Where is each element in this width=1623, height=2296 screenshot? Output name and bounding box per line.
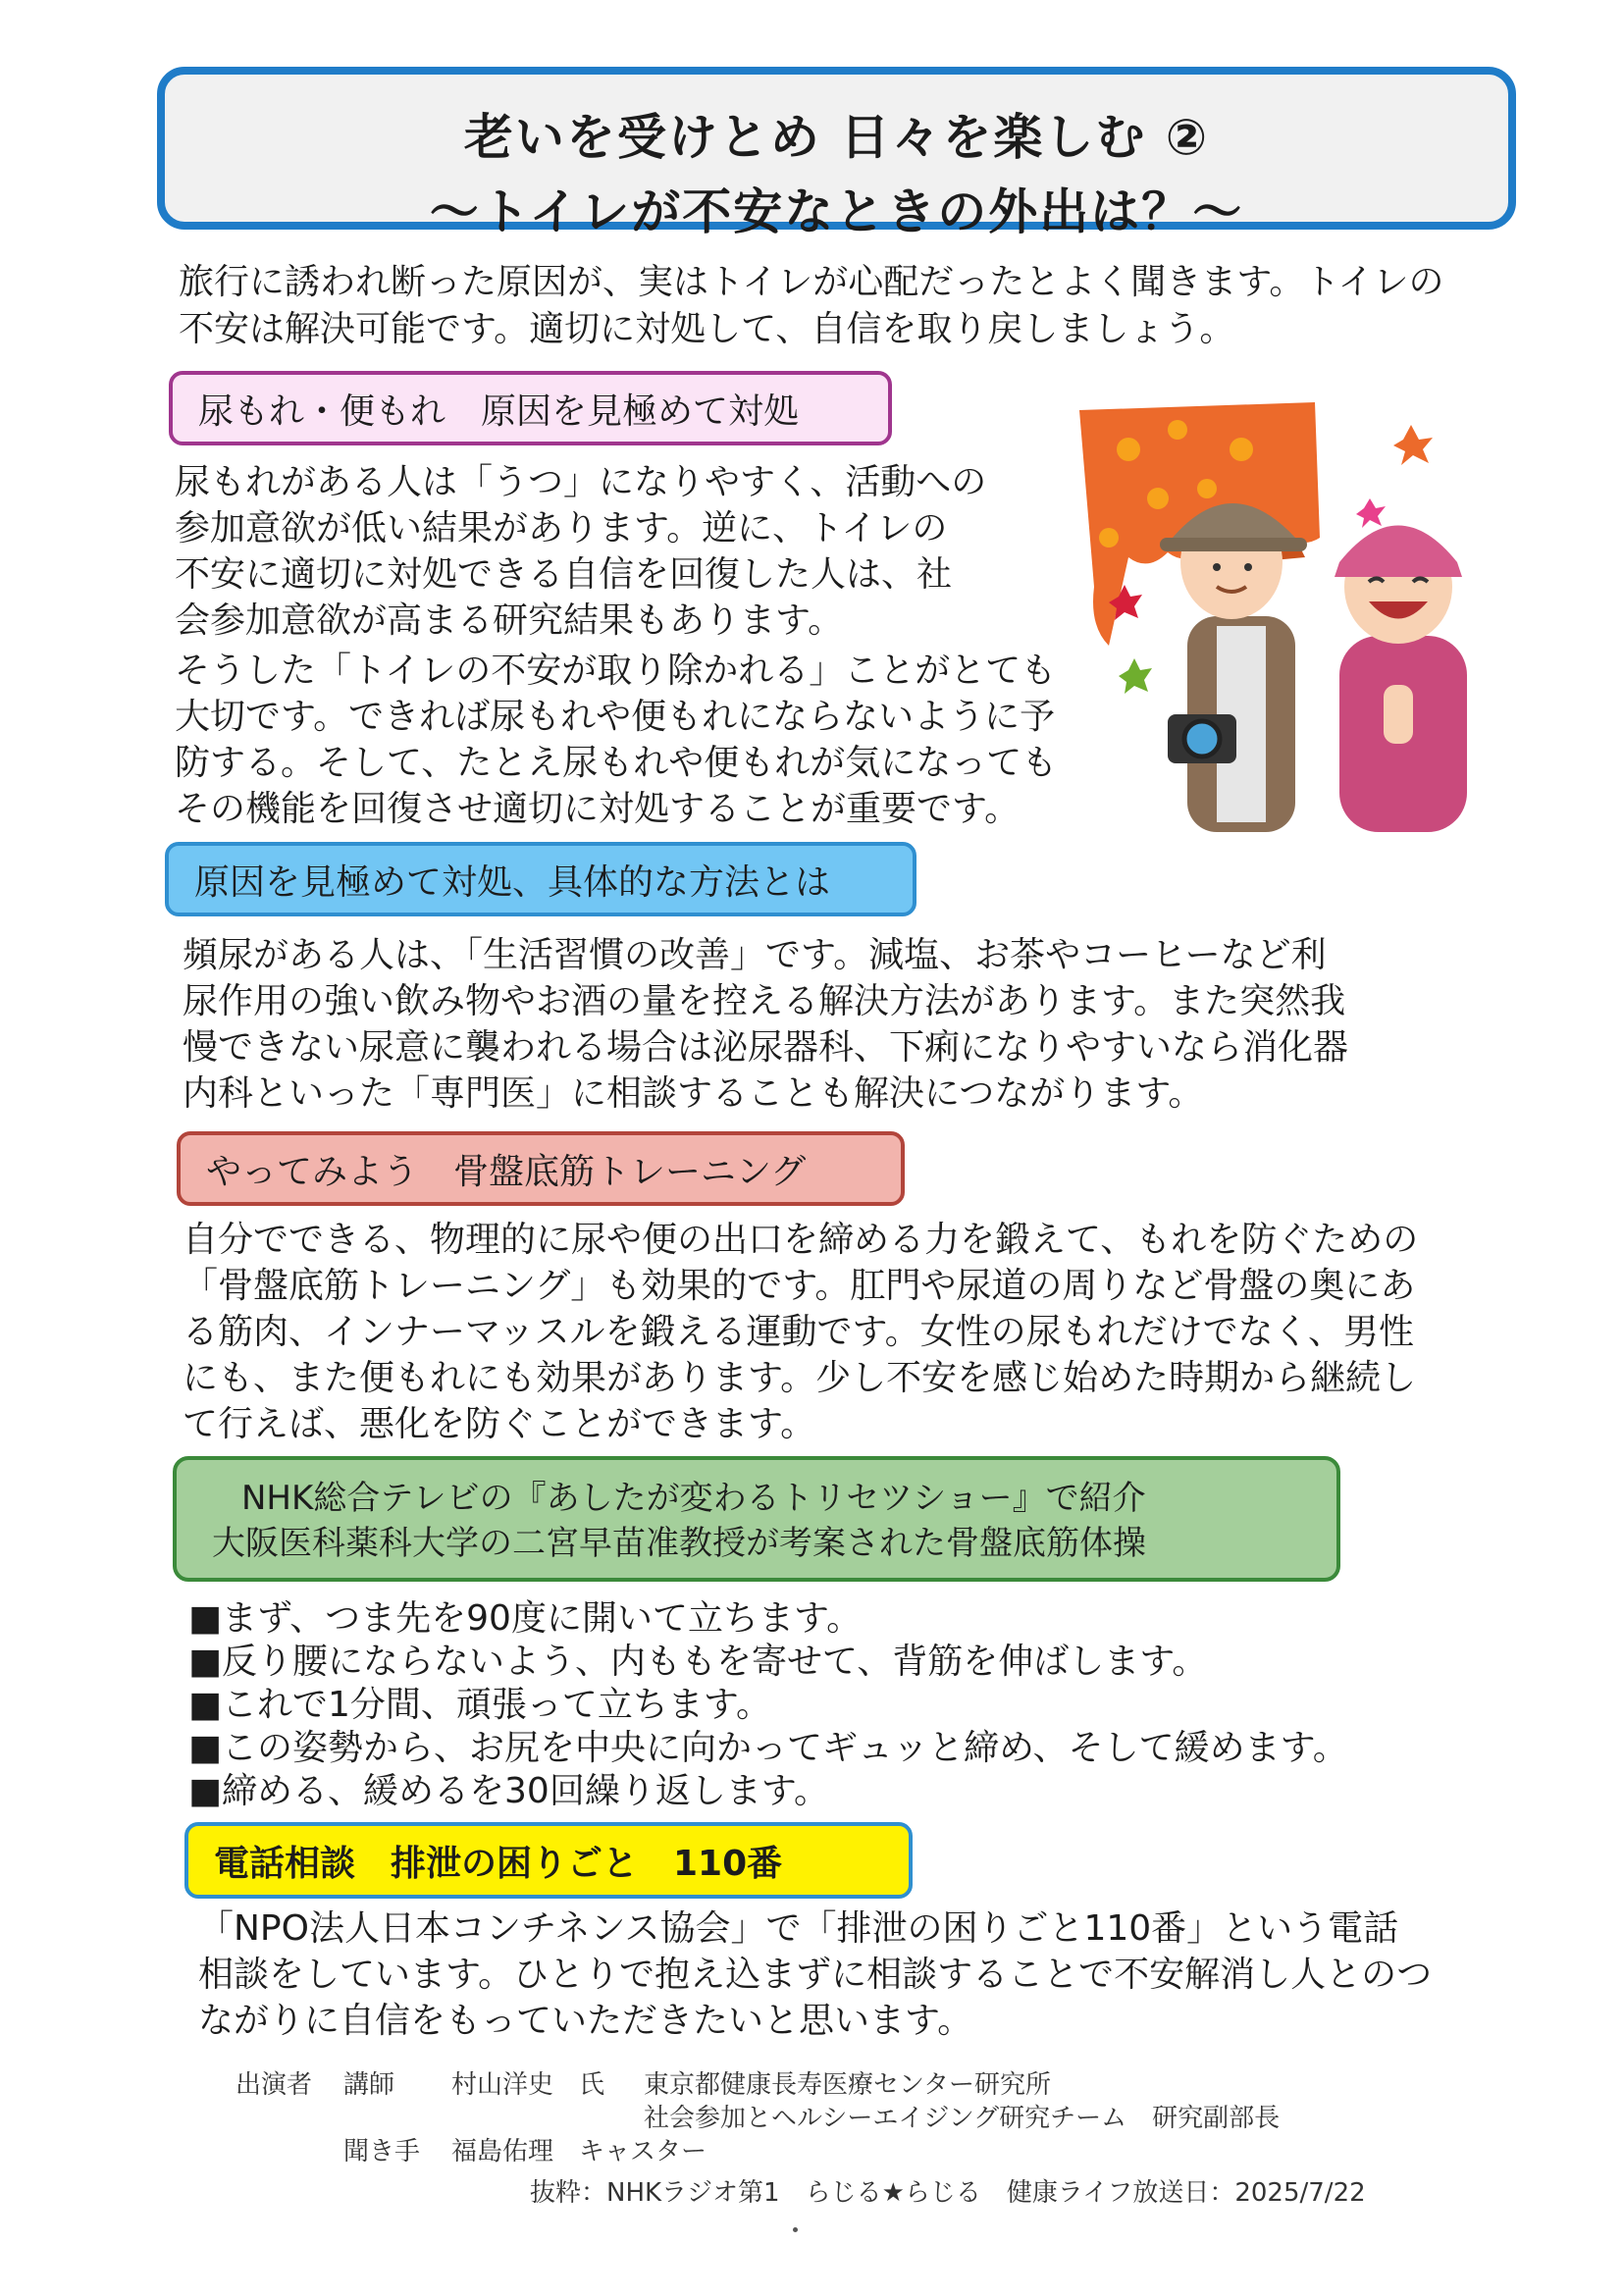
section-heading-nhk-exercise: NHK総合テレビの『あしたが変わるトリセツショー』で紹介 大阪医科薬科大学の二宮早苗准教授が考案された骨盤底筋体操 <box>173 1456 1340 1582</box>
credits-interviewer-name: 福島佑理 キャスター <box>451 2137 707 2166</box>
credits-performer-label: 出演者 <box>236 2070 313 2100</box>
elderly-couple-illustration <box>1070 391 1501 852</box>
intro-paragraph: 旅行に誘われ断った原因が、実はトイレが心配だったとよく聞きます。トイレの 不安は解決可能です。適切に対処して、自信を取り戻しましょう。 <box>179 262 1444 349</box>
list-item: ■ 締める、緩めるを30回繰り返します。 <box>188 1770 1464 1813</box>
credits-affiliation: 東京都健康長寿医療センター研究所 <box>644 2070 1051 2100</box>
list-item: ■ これで1分間、頑張って立ちます。 <box>188 1684 1464 1727</box>
section1-paragraph2: そうした「トイレの不安が取り除かれる」ことがとても 大切です。できれば尿もれや便もれにならないように予 防する。そして、たとえ尿もれや便もれが気になっても その機能を回復させ適切に対処することが重要です。 <box>175 651 1058 829</box>
section-heading-leakage: 尿もれ・便もれ 原因を見極めて対処 <box>169 371 892 445</box>
section-heading-training: やってみよう 骨盤底筋トレーニング <box>177 1131 905 1206</box>
credits-lecturer-label: 講師 <box>343 2070 395 2100</box>
list-item: ■ まず、つま先を90度に開いて立ちます。 <box>188 1597 1464 1641</box>
section-heading-methods: 原因を見極めて対処、具体的な方法とは <box>165 842 916 916</box>
credits-lecturer-name: 村山洋史 氏 <box>451 2070 605 2100</box>
section3-paragraph: 自分でできる、物理的に尿や便の出口を締める力を鍛えて、もれを防ぐための 「骨盤底筋トレーニング」も効果的です。肛門や尿道の周りなど骨盤の奥にあ る筋肉、インナーマッスルを鍛える運動です。女性の尿もれだけでなく、男性 にも、また便もれにも効果があります。少し不安を感じ始めた時期から継続し て行えば、悪化を防ぐことができます。 <box>183 1220 1419 1444</box>
list-item: ■ この姿勢から、お尻を中央に向かってギュッと締め、そして緩めます。 <box>188 1727 1464 1770</box>
credits-source: 抜粋：NHKラジオ第1 らじる★らじる 健康ライフ放送日：2025/7/22 <box>530 2178 1366 2208</box>
list-item: ■ 反り腰にならないよう、内ももを寄せて、背筋を伸ばします。 <box>188 1641 1464 1684</box>
credits-affiliation-team: 社会参加とヘルシーエイジング研究チーム 研究副部長 <box>644 2104 1281 2133</box>
scan-mark <box>793 2227 798 2232</box>
page-subtitle: 〜トイレが不安なときの外出は？〜 <box>429 183 1244 240</box>
section-heading-phone-consult: 電話相談 排泄の困りごと 110番 <box>184 1822 913 1899</box>
title-banner <box>157 67 1516 240</box>
section2-paragraph: 頻尿がある人は、「生活習慣の改善」です。減塩、お茶やコーヒーなど利 尿作用の強い飲み物やお酒の量を控える解決方法があります。また突然我 慢できない尿意に襲われる場合は泌尿器科、下痢になりやすいなら消化器 内科といった「専門医」に相談することも解決につながります。 <box>183 935 1349 1114</box>
exercise-steps-list <box>188 1597 1464 1813</box>
page-title: 老いを受けとめ 日々を楽しむ ② <box>463 109 1210 166</box>
credits-interviewer-label: 聞き手 <box>343 2137 421 2166</box>
section5-paragraph: 「NPO法人日本コンチネンス協会」で「排泄の困りごと110番」という電話 相談をしています。ひとりで抱え込まずに相談することで不安解消し人とのつ ながりに自信をもっていただきたいと思います。 <box>198 1908 1433 2041</box>
section1-paragraph1: 尿もれがある人は「うつ」になりやすく、活動への 参加意欲が低い結果があります。逆に、トイレの 不安に適切に対処できる自信を回復した人は、社 会参加意欲が高まる研究結果もあります。 <box>175 462 987 641</box>
